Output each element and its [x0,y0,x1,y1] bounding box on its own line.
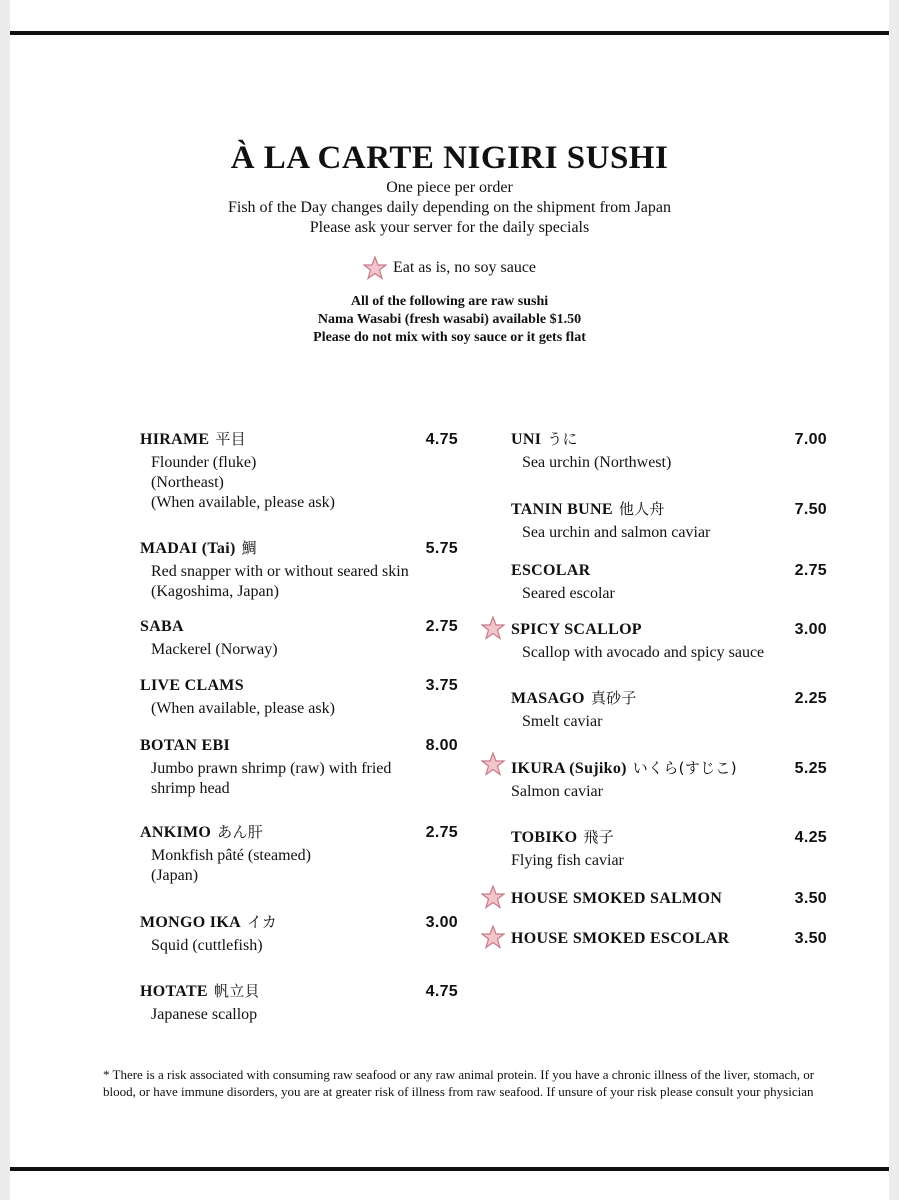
item-description [140,846,458,886]
menu-item [511,498,827,543]
item-name-text: IKURA (Sujiko) [511,760,627,777]
item-price: 5.75 [425,540,458,557]
item-description [511,643,827,663]
item-name [140,911,277,932]
item-description [140,936,458,956]
raw-line-2: Nama Wasabi (fresh wasabi) available $1.50 [317,312,582,327]
star-icon [481,885,505,909]
item-name-text: TOBIKO [511,829,578,846]
item-price: 2.25 [794,690,827,707]
item-name [511,757,737,778]
item-name-text: TANIN BUNE [511,501,613,518]
star-icon [481,616,505,640]
item-name [511,498,665,519]
item-japanese-name: うに [547,430,578,448]
item-description [140,640,458,660]
item-description-line: Salmon caviar [511,783,603,800]
star-legend [0,256,899,280]
item-price: 3.00 [425,914,458,931]
item-name-text: HIRAME [140,431,210,448]
item-description [511,584,827,604]
item-name-text: HOUSE SMOKED ESCOLAR [511,930,730,947]
item-price: 7.00 [794,431,827,448]
subtitle-line-3: Please ask your server for the daily specials [309,219,590,236]
item-description-line: Flying fish caviar [511,852,624,869]
item-description [140,562,458,602]
item-description-line: Mackerel (Norway) [151,641,278,658]
raw-line-1: All of the following are raw sushi [350,294,549,309]
item-description-line: Seared escolar [522,585,615,602]
item-name [511,826,614,847]
item-description-line: (Kagoshima, Japan) [151,583,279,600]
menu-item [140,428,458,513]
item-name [140,821,263,842]
menu-item [511,890,827,908]
item-japanese-name: イカ [246,913,278,931]
item-description [511,782,827,802]
menu-item [140,677,458,719]
item-price: 3.50 [794,890,827,907]
item-name-text: MADAI (Tai) [140,540,236,557]
item-description-line: (Northeast) [151,474,224,491]
item-name-text: BOTAN EBI [140,737,230,754]
item-japanese-name: あん肝 [217,823,264,841]
star-icon [481,752,505,776]
menu-item [511,826,827,871]
item-price: 3.50 [794,930,827,947]
item-name [511,890,722,908]
item-name-text: MONGO IKA [140,914,241,931]
item-name [511,621,642,639]
item-description-line: (When available, please ask) [151,700,335,717]
menu-item [511,562,827,604]
top-rule [10,31,889,35]
item-description-line: Flounder (fluke) [151,454,257,471]
menu-item [511,930,827,948]
item-price: 2.75 [425,824,458,841]
item-japanese-name: 鯛 [241,539,257,557]
bottom-rule [10,1167,889,1171]
menu-item [511,621,827,663]
item-name-text: UNI [511,431,542,448]
item-description-line: (When available, please ask) [151,494,335,511]
item-description [511,453,827,473]
item-name-text: SABA [140,618,184,635]
menu-item [140,980,458,1025]
item-description [511,851,827,871]
item-name [140,618,184,636]
item-description [511,523,827,543]
item-description [140,759,458,799]
item-name-text: ESCOLAR [511,562,591,579]
item-name-text: SPICY SCALLOP [511,621,642,638]
item-name [140,737,230,755]
item-description-line: Monkfish pâté (steamed) [151,847,311,864]
item-price: 4.25 [794,829,827,846]
item-name [140,428,246,449]
raw-line-3: Please do not mix with soy sauce or it gets flat [313,330,586,345]
item-description-line: Squid (cuttlefish) [151,937,263,954]
item-description-line: (Japan) [151,867,199,884]
item-name [511,562,590,580]
item-name [140,677,244,695]
menu-item [140,618,458,660]
item-description [140,453,458,513]
raw-seafood-disclaimer: * There is a risk associated with consuming raw seafood or any raw animal protein. If you have a chronic illness of the liver, stomach, or blood, or have immune disorders, you are at greater risk of illness from raw seafood. If unsure of your risk please consult your physician [103,1067,815,1099]
menu-item [140,537,458,602]
item-description-line: Sea urchin and salmon caviar [522,524,711,541]
item-description [140,1005,458,1025]
item-price: 4.75 [425,983,458,1000]
item-description-line: Sea urchin (Northwest) [522,454,672,471]
item-japanese-name: いくら(すじこ) [632,759,737,777]
item-japanese-name: 飛子 [583,828,615,846]
item-price: 7.50 [794,501,827,518]
item-description-line: Smelt caviar [522,713,603,730]
item-description [140,699,458,719]
star-icon [481,925,505,949]
item-japanese-name: 帆立貝 [213,982,260,1000]
item-name [511,687,637,708]
item-name-text: MASAGO [511,690,585,707]
subtitle-line-2: Fish of the Day changes daily depending on the shipment from Japan [227,199,671,216]
item-description-line: Japanese scallop [151,1006,258,1023]
subtitle-line-1: One piece per order [386,179,513,196]
item-name-text: LIVE CLAMS [140,677,244,694]
item-name [511,930,729,948]
menu-item [511,428,827,473]
item-price: 8.00 [425,737,458,754]
menu-item [140,821,458,886]
item-description-line: Scallop with avocado and spicy sauce [522,644,765,661]
menu-item [140,737,458,799]
legend-text: Eat as is, no soy sauce [392,259,537,276]
item-japanese-name: 真砂子 [590,689,637,707]
item-name [140,980,260,1001]
item-price: 3.75 [425,677,458,694]
menu-item [511,687,827,732]
menu-item [511,757,827,802]
menu-title: À LA CARTE NIGIRI SUSHI [230,140,669,176]
item-japanese-name: 平目 [215,430,246,448]
menu-item [140,911,458,956]
item-name [511,428,578,449]
item-price: 5.25 [794,760,827,777]
item-price: 4.75 [425,431,458,448]
item-description-line: Red snapper with or without seared skin [151,563,409,580]
item-japanese-name: 他人舟 [618,500,665,518]
item-name-text: ANKIMO [140,824,212,841]
item-name [140,537,257,558]
item-name-text: HOTATE [140,983,208,1000]
menu-header [0,138,899,347]
item-price: 2.75 [425,618,458,635]
item-description-line: shrimp head [151,780,230,797]
star-icon [363,256,387,280]
item-price: 3.00 [794,621,827,638]
item-description [511,712,827,732]
item-price: 2.75 [794,562,827,579]
item-description-line: Jumbo prawn shrimp (raw) with fried [151,760,392,777]
item-name-text: HOUSE SMOKED SALMON [511,890,723,907]
